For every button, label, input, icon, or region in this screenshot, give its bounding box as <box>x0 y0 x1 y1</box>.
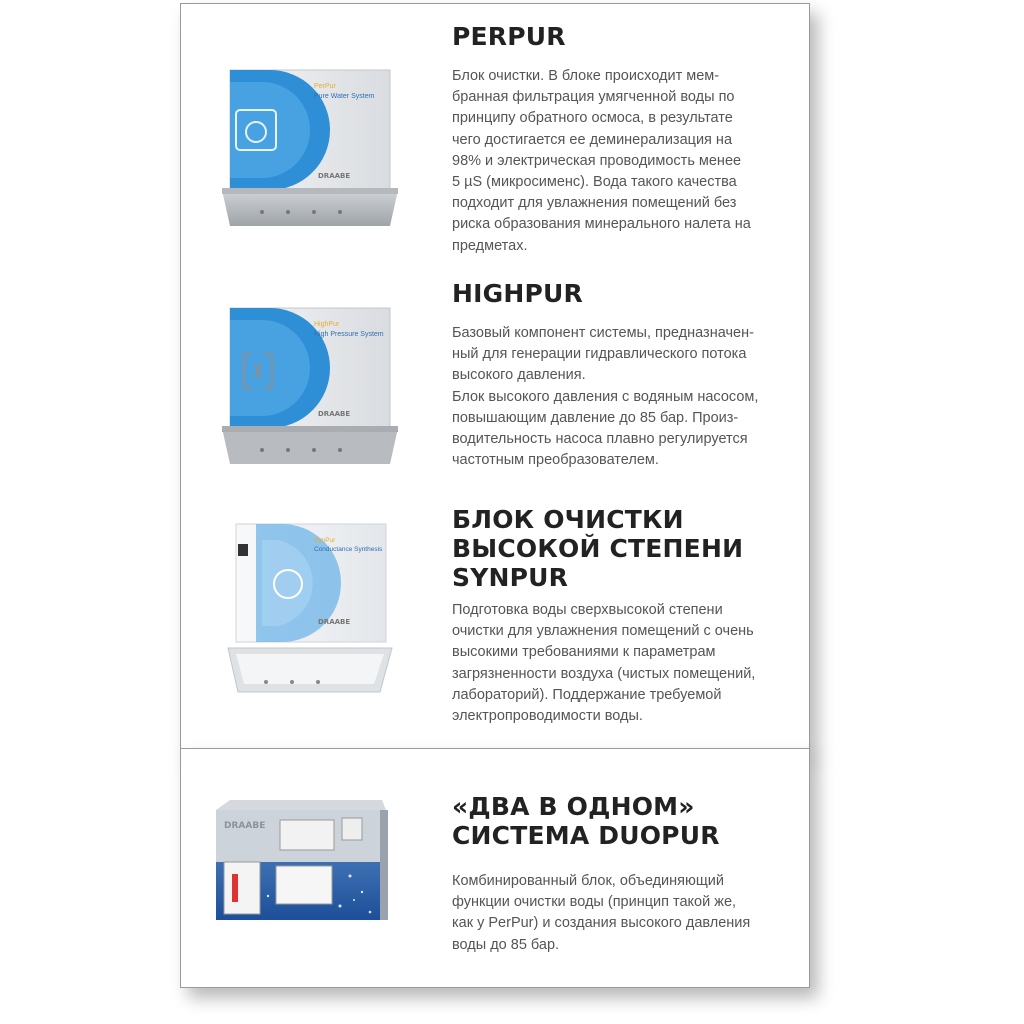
svg-text:Pure Water System: Pure Water System <box>314 93 375 100</box>
highpur-title: HIGHPUR <box>452 279 583 308</box>
svg-text:SynPur: SynPur <box>314 537 336 544</box>
svg-text:DRAABE: DRAABE <box>318 410 351 418</box>
svg-text:Conductance Synthesis: Conductance Synthesis <box>314 546 383 553</box>
perpur-unit-image <box>222 66 398 228</box>
perpur-title: PERPUR <box>452 22 566 51</box>
svg-text:DRAABE: DRAABE <box>318 172 351 180</box>
synpur-title: БЛОК ОЧИСТКИ ВЫСОКОЙ СТЕПЕНИ SYNPUR <box>452 505 744 592</box>
highpur-description: Базовый компонент системы, предназначен- ный для генерации гидравлического потока высокого давления. Блок высокого давления с водяным насосом, повышающим давление до 85 бар. Произ- водительность насоса плавно регулируется частотным преобразователем. <box>452 325 759 469</box>
svg-text:PerPur: PerPur <box>314 83 336 90</box>
perpur-description: Блок очистки. В блоке происходит мем- бранная фильтрация умягченной воды по принципу обратного осмоса, в результате чего достигается ее деминерализация на 98% и электрическая проводимость менее 5 µS (микросименс). Вода такого качества подходит для увлажнения помещений без риска образования минерального налета на предметах. <box>452 68 751 254</box>
highpur-unit-image <box>222 304 398 466</box>
synpur-description: Подготовка воды сверхвысокой степени очистки для увлажнения помещений с очень высокими требованиями к параметрам загрязненности воздуха (чистых помещений, лабораторий). Поддержание требуемой электропроводимости воды. <box>452 602 756 725</box>
svg-text:High Pressure System: High Pressure System <box>314 331 384 338</box>
synpur-unit-image <box>222 520 398 700</box>
svg-text:HighPur: HighPur <box>314 321 340 328</box>
svg-text:DRAABE: DRAABE <box>224 821 266 831</box>
duopur-unit-image <box>210 796 390 924</box>
duopur-description: Комбинированный блок, объединяющий функции очистки воды (принцип такой же, как у PerPur) и создания высокого давления воды до 85 бар. <box>452 873 751 953</box>
svg-text:DRAABE: DRAABE <box>318 618 351 626</box>
duopur-title: «ДВА В ОДНОМ» СИСТЕМА DUOPUR <box>452 792 720 850</box>
